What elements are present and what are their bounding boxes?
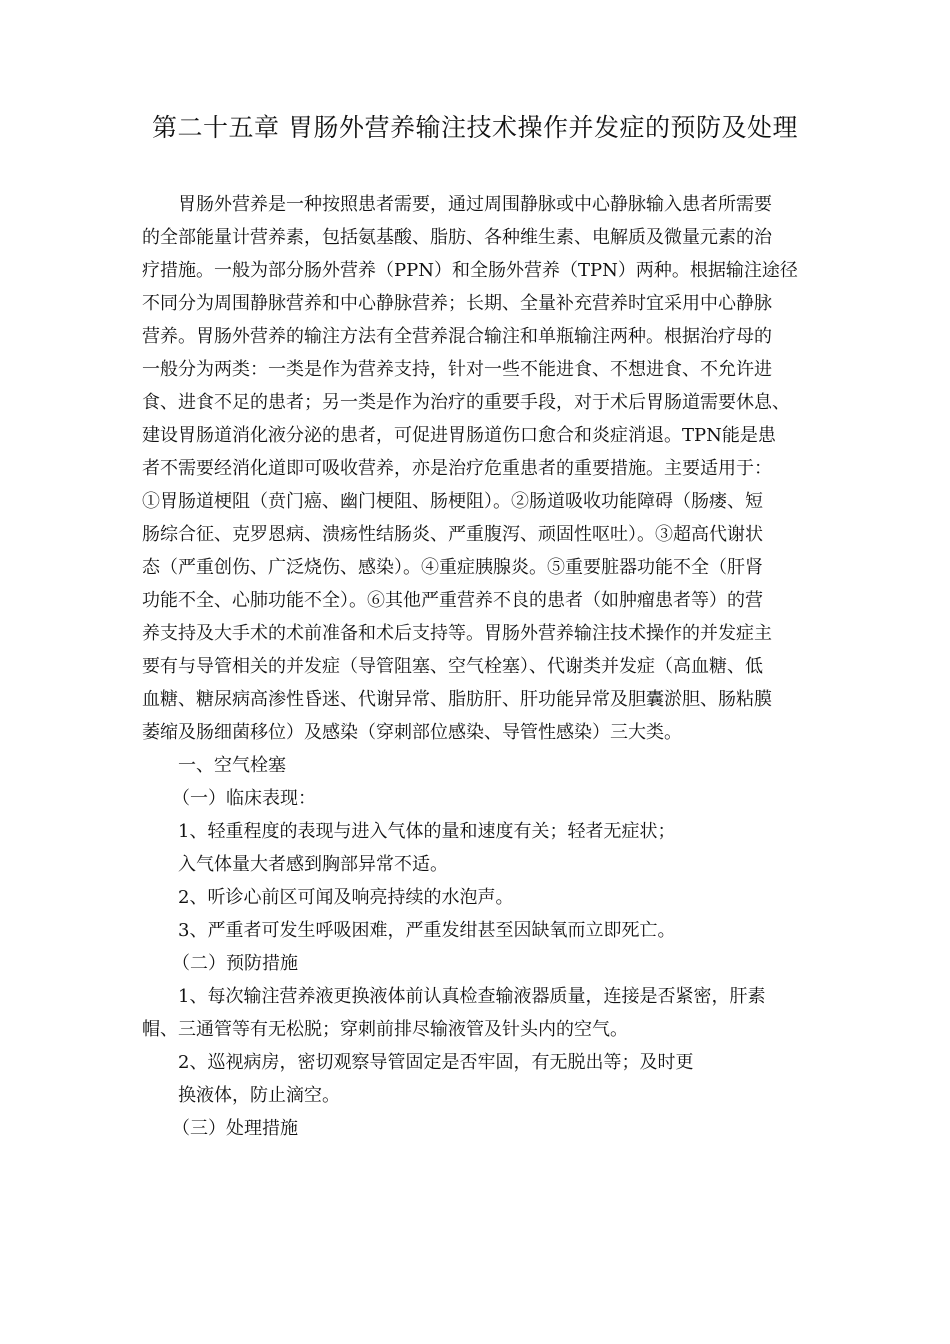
text-line: 帽、三通管等有无松脱；穿刺前排尽输液管及针头内的空气。 — [142, 1019, 628, 1040]
text-line: 不同分为周围静脉营养和中心静脉营养；长期、全量补充营养时宜采用中心静脉 — [142, 293, 772, 314]
text-line: 胃肠外营养是一种按照患者需要，通过周围静脉或中心静脉输入患者所需要 — [178, 194, 772, 215]
text-line: 萎缩及肠细菌移位）及感染（穿刺部位感染、导管性感染）三大类。 — [142, 722, 682, 743]
text-line: 换液体，防止滴空。 — [178, 1085, 340, 1106]
text-line: 要有与导管相关的并发症（导管阻塞、空气栓塞）、代谢类并发症（高血糖、低 — [142, 656, 763, 677]
text-line: 肠综合征、克罗恩病、溃疡性结肠炎、严重腹泻、顽固性呕吐）。③超高代谢状 — [142, 524, 763, 545]
text-line: 1、轻重程度的表现与进入气体的量和速度有关；轻者无症状； — [178, 821, 676, 842]
text-line: ①胃肠道梗阻（贲门癌、幽门梗阻、肠梗阻）。②肠道吸收功能障碍（肠瘘、短 — [142, 491, 763, 512]
text-line: 者不需要经消化道即可吸收营养，亦是治疗危重患者的重要措施。主要适用于： — [142, 458, 772, 479]
subsection-heading-clinical: （一）临床表现： — [172, 788, 316, 809]
text-line: 疗措施。一般为部分肠外营养（PPN）和全肠外营养（TPN）两种。根据输注途径 — [142, 260, 798, 281]
text-line: 的全部能量计营养素，包括氨基酸、脂肪、各种维生素、电解质及微量元素的治 — [142, 227, 772, 248]
text-line: 养支持及大手术的术前准备和术后支持等。胃肠外营养输注技术操作的并发症主 — [142, 623, 772, 644]
document-body — [142, 188, 822, 1145]
text-line: 营养。胃肠外营养的输注方法有全营养混合输注和单瓶输注两种。根据治疗母的 — [142, 326, 772, 347]
text-line: 1、每次输注营养液更换液体前认真检查输液器质量，连接是否紧密，肝素 — [178, 986, 766, 1007]
text-line: 2、巡视病房，密切观察导管固定是否牢固，有无脱出等；及时更 — [178, 1052, 694, 1073]
intro-paragraph — [142, 188, 822, 749]
text-line: 食、进食不足的患者；另一类是作为治疗的重要手段，对于术后胃肠道需要休息、 — [142, 392, 790, 413]
text-line: 一般分为两类：一类是作为营养支持，针对一些不能进食、不想进食、不允许进 — [142, 359, 772, 380]
text-line: 建设胃肠道消化液分泌的患者，可促进胃肠道伤口愈合和炎症消退。TPN能是患 — [142, 425, 776, 446]
subsection-heading-treatment: （三）处理措施 — [172, 1118, 298, 1139]
text-line: 3、严重者可发生呼吸困难，严重发绀甚至因缺氧而立即死亡。 — [178, 920, 676, 941]
section-heading-air-embolism: 一、空气栓塞 — [178, 755, 286, 776]
text-line: 入气体量大者感到胸部异常不适。 — [178, 854, 448, 875]
text-line: 血糖、糖尿病高渗性昏迷、代谢异常、脂肪肝、肝功能异常及胆囊淤胆、肠粘膜 — [142, 689, 772, 710]
text-line: 态（严重创伤、广泛烧伤、感染）。④重症胰腺炎。⑤重要脏器功能不全（肝肾 — [142, 557, 763, 578]
chapter-title: 第二十五章 胃肠外营养输注技术操作并发症的预防及处理 — [152, 113, 798, 142]
text-line: 功能不全、心肺功能不全）。⑥其他严重营养不良的患者（如肿瘤患者等）的营 — [142, 590, 763, 611]
text-line: 2、听诊心前区可闻及响亮持续的水泡声。 — [178, 887, 514, 908]
subsection-heading-prevention: （二）预防措施 — [172, 953, 298, 974]
